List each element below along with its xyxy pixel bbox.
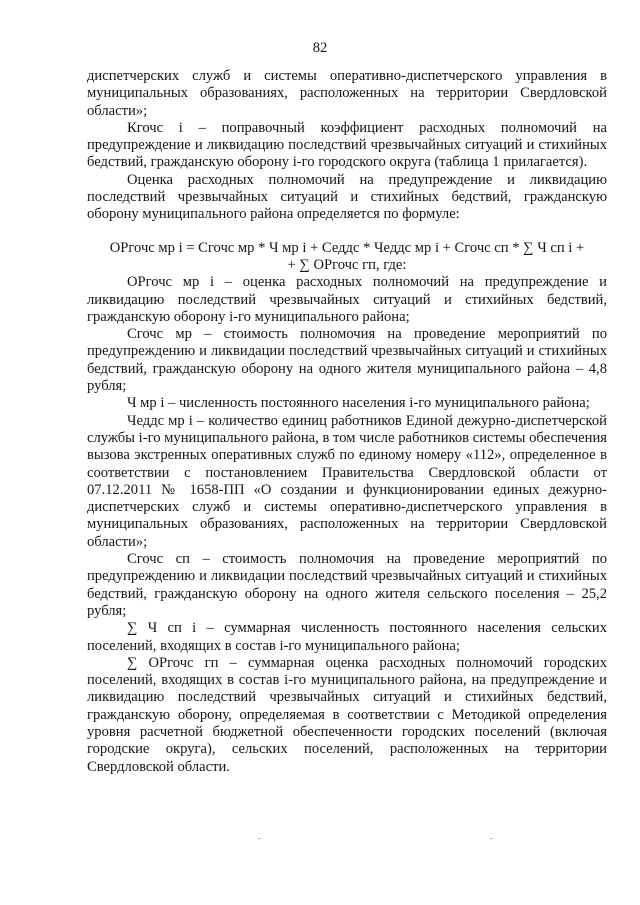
paragraph-sgochs-mr-definition: Сгочс мр – стоимость полномочия на проведение мероприятий по предупреждению и ликвидации последствий чрезвычайных ситуаций и стихийных бедствий, гражданскую оборону на одного жителя муниципального района – 4,8 рубля;	[87, 326, 607, 395]
paragraph-orgochs-definition: ОРгочс мр i – оценка расходных полномочий на предупреждение и ликвидацию последствий чрезвычайных ситуаций и стихийных бедствий, гражданскую оборону i-го муниципального района;	[87, 274, 607, 325]
paragraph-cheddc-definition: Чеддс мр i – количество единиц работников Единой дежурно-диспетчерской службы i-го муниципального района, в том числе работников системы обеспечения вызова экстренных оперативных служб по единому номеру «112», определенное в соответствии с постановлением Правительства Свердловской области от 07.12.2011 № 1658-ПП «О создании и функционировании единых дежурно-диспетчерских служб и системы оперативно-диспетчерского управления в муниципальных образованиях, расположенных на территории Свердловской области»;	[87, 412, 607, 550]
paragraph-ch-mr-definition: Ч мр i – численность постоянного населения i-го муниципального района;	[127, 395, 590, 412]
paragraph-formula-intro: Оценка расходных полномочий на предупреждение и ликвидацию последствий чрезвычайных ситуаций и стихийных бедствий, гражданскую оборону муниципального района определяется по формуле:	[87, 171, 607, 223]
scan-artifact	[490, 838, 492, 839]
paragraph-sgochs-sp-definition: Сгочс сп – стоимость полномочия на проведение мероприятий по предупреждению и ликвидации последствий чрезвычайных ситуаций и стихийных бедствий, гражданскую оборону на одного жителя сельского поселения – 25,2 рубля;	[87, 551, 607, 619]
document-body	[87, 68, 607, 776]
formula-line-1: ОРгочс мр i = Сгочс мр * Ч мр i + Седдс * Чеддс мр i + Сгочс сп * ∑ Ч сп i +	[109, 239, 585, 256]
paragraph-kgochs-definition: Кгочс i – поправочный коэффициент расходных полномочий на предупреждение и ликвидацию последствий чрезвычайных ситуаций и стихийных бедствий, гражданскую оборону i-го городского округа (таблица 1 прилагается).	[87, 119, 607, 171]
formula	[87, 240, 607, 275]
page-number: 82	[312, 40, 328, 56]
paragraph-sum-ch-sp-definition: ∑ Ч сп i – суммарная численность постоянного населения сельских поселений, входящих в состав i-го муниципального района;	[87, 620, 607, 654]
scan-artifact	[258, 838, 260, 839]
formula-line-2: + ∑ ОРгочс гп, где:	[287, 256, 407, 273]
paragraph-continuation: диспетчерских служб и системы оперативно-диспетчерского управления в муниципальных образованиях, расположенных на территории Свердловской области»;	[87, 68, 607, 119]
paragraph-sum-orgochs-gp-definition: ∑ ОРгочс гп – суммарная оценка расходных полномочий городских поселений, входящих в состав i-го муниципального района, на предупреждение и ликвидацию последствий чрезвычайных ситуаций и стихийных бедствий, гражданскую оборону, определяемая в соответствии с Методикой определения уровня расчетной бюджетной обеспеченности городских поселений (включая городские округа), сельских поселений, расположенных на территории Свердловской области.	[87, 654, 607, 775]
